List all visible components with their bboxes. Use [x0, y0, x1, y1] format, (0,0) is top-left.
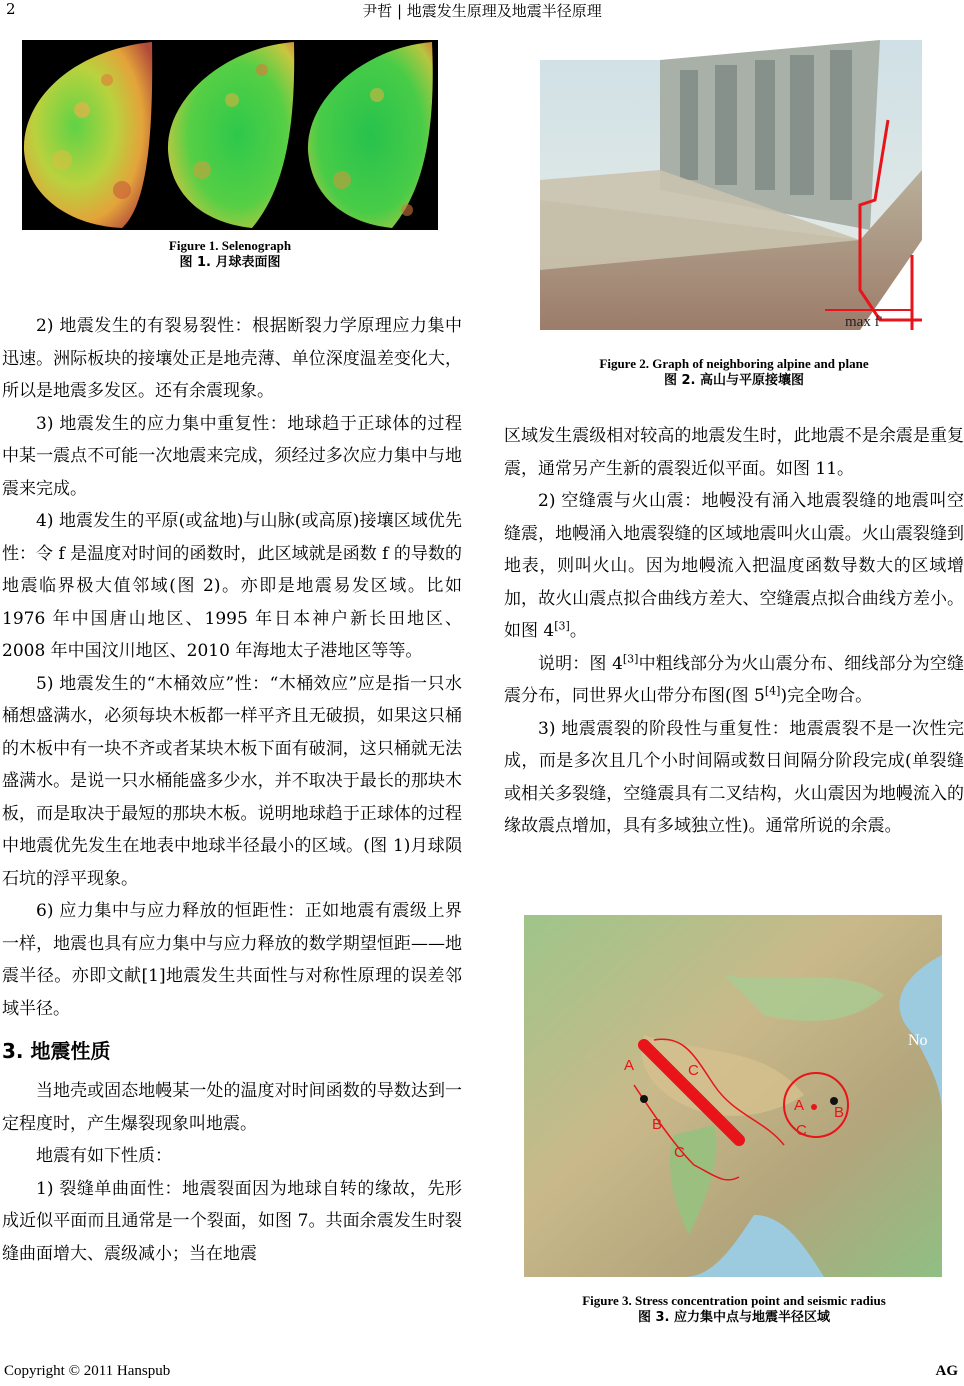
figure-2-image	[540, 40, 922, 340]
figure-2-caption	[504, 355, 964, 389]
footer-journal: AG	[935, 1363, 958, 1379]
map-label-a-2: A	[794, 1097, 805, 1114]
map-label-c-3: C	[674, 1144, 685, 1161]
running-title: 尹哲 | 地震发生原理及地震半径原理	[362, 2, 602, 20]
citation-3: [3]	[554, 619, 570, 633]
figure-3-image	[524, 915, 942, 1277]
footer-copyright: Copyright © 2011 Hanspub	[4, 1363, 171, 1379]
right-paragraph-3-a: 说明：图 4	[538, 653, 623, 674]
right-paragraph-4: 3) 地震震裂的阶段性与重复性：地震震裂不是一次性完成，而是多次且几个小时间隔或数日间隔分阶段完成(单裂缝或相关多裂缝，空缝震具有二叉结构，火山震因为地幔流入的缘故震点增加，具有多域独立性)。通常所说的余震。	[504, 718, 964, 836]
moon-panel-1	[22, 40, 158, 230]
map-label-c-1: C	[688, 1062, 699, 1079]
right-paragraph-2-end: 。	[569, 621, 587, 641]
right-paragraph-2-text: 2) 空缝震与火山震：地幔没有涌入地震裂缝的地震叫空缝震，地幔涌入地震裂缝的区域地震叫火山震。火山震裂缝到地表，则叫火山。因为地幔流入把温度函数导数大的区域增加，故火山震点拟合曲线方差大、空缝震点拟合曲线方差小。如图 4	[504, 491, 964, 641]
figure-1-caption-zh: 图 1. 月球表面图	[179, 255, 281, 270]
left-paragraph-5: 6) 应力集中与应力释放的恒距性：正如地震有震级上界一样，地震也具有应力集中与应力释放的数学期望恒距——地震半径。亦即文献[1]地震发生共面性与对称性原理的误差邻域半径。	[2, 901, 462, 1019]
figure-2-alpine-plane	[540, 40, 922, 340]
moon-panel-3	[302, 40, 438, 230]
figure-1-selenograph	[22, 40, 438, 230]
section-heading: 3. 地震性质	[2, 1039, 111, 1063]
map-label-a-1: A	[624, 1057, 635, 1074]
right-paragraph-3-c: )完全吻合。	[780, 686, 873, 706]
left-paragraph-8: 1) 裂缝单曲面性：地震裂面因为地球自转的缘故，先形成近似平面而且通常是一个裂面，如图 7。共面余震发生时裂缝曲面增大、震级减小；当在地震	[2, 1178, 462, 1264]
left-column	[2, 310, 462, 1270]
figure-2-caption-en: Figure 2. Graph of neighboring alpine and plane	[599, 356, 869, 371]
figure-2-label-max: max f'	[845, 314, 883, 330]
left-paragraph-2: 3) 地震发生的应力集中重复性：地球趋于正球体的过程中某一震点不可能一次地震来完成，须经过多次应力集中与地震来完成。	[2, 413, 462, 499]
left-paragraph-1: 2) 地震发生的有裂易裂性：根据断裂力学原理应力集中迅速。洲际板块的接壤处正是地壳薄、单位深度温差变化大，所以是地震多发区。还有余震现象。	[2, 316, 462, 401]
figure-1-caption	[22, 237, 438, 271]
right-paragraph-1: 区域发生震级相对较高的地震发生时，此地震不是余震是重复震，通常另产生新的震裂近似平面。如图 11。	[504, 426, 964, 479]
right-paragraph-2	[504, 485, 964, 648]
map-label-b-1: B	[652, 1116, 663, 1133]
right-paragraph-3-b: 中粗线部分为火山震分布、细线部分为空缝震分布，同世界火山带分布图(图 5	[504, 653, 964, 706]
figure-1-caption-en: Figure 1. Selenograph	[168, 238, 292, 253]
page-number: 2	[6, 0, 16, 18]
figure-3-caption	[504, 1292, 964, 1326]
figure-3-caption-en: Figure 3. Stress concentration point and seismic radius	[582, 1293, 886, 1308]
right-column	[504, 420, 964, 843]
moon-panel-2	[162, 40, 298, 230]
citation-4: [4]	[764, 684, 781, 698]
right-paragraph-3	[504, 648, 964, 713]
left-paragraph-3: 4) 地震发生的平原(或盆地)与山脉(或高原)接壤区域优先性：令 f 是温度对时间的函数时，此区域就是函数 f 的导数的地震临界极大值邻域(图 2)。亦即是地震易发区域。比如 1976 年中国唐山地区、1995 年日本神户新长田地区、2008 年中国汶川地区、2010 年海地太子港地区等等。	[2, 511, 462, 661]
citation-3b: [3]	[622, 651, 639, 665]
map-label-north: No	[908, 1032, 928, 1049]
map-label-c-2: C	[796, 1122, 807, 1139]
figure-3-caption-zh: 图 3. 应力集中点与地震半径区域	[637, 1310, 831, 1325]
figure-3-map	[524, 915, 942, 1277]
left-paragraph-7: 地震有如下性质：	[36, 1146, 172, 1166]
map-label-b-2: B	[834, 1104, 845, 1121]
figure-2-caption-zh: 图 2. 高山与平原接壤图	[663, 373, 805, 388]
left-paragraph-6: 当地壳或固态地幔某一处的温度对时间函数的导数达到一定程度时，产生爆裂现象叫地震。	[2, 1081, 462, 1134]
left-paragraph-4: 5) 地震发生的“木桶效应”性：“木桶效应”应是指一只水桶想盛满水，必须每块木板都一样平齐且无破损，如果这只桶的木板中有一块不齐或者某块木板下面有破洞，这只桶就无法盛满水。是说一只水桶能盛多少水，并不取决于最长的那块木板，而是取决于最短的那块木板。说明地球趋于正球体的过程中地震优先发生在地表中地球半径最小的区域。(图 1)月球陨石坑的浮平现象。	[2, 673, 462, 889]
figure-1-image	[22, 40, 438, 230]
